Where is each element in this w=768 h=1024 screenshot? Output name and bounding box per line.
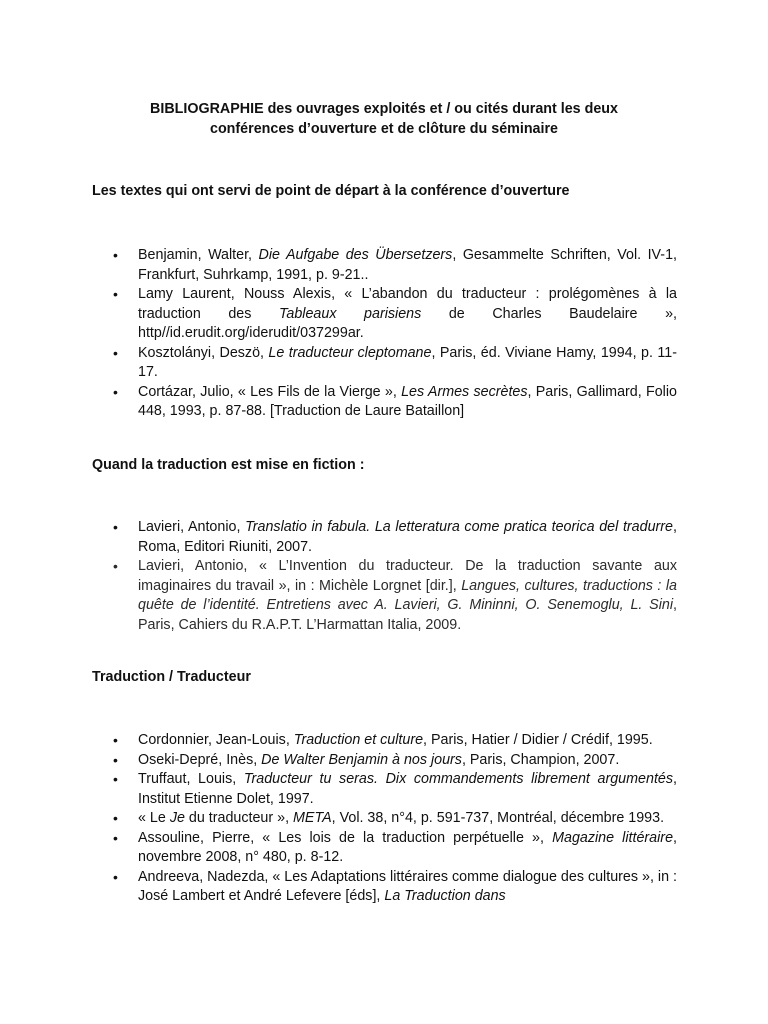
reference-item: • Andreeva, Nadezda, « Les Adaptations littéraires comme dialogue des cultures », in : José Lambert et André Lefevere [éds], La Traduction dans — [0, 868, 677, 907]
reference-item: • Cordonnier, Jean-Louis, Traduction et culture, Paris, Hatier / Didier / Crédif, 1995. — [0, 731, 677, 751]
document-title-line-2: conférences d’ouverture et de clôture du séminaire — [210, 121, 558, 137]
section-heading-translation-translator: Traduction / Traducteur — [92, 669, 251, 685]
section-heading-fiction: Quand la traduction est mise en fiction : — [92, 457, 365, 473]
section-heading-opening-texts: Les textes qui ont servi de point de départ à la conférence d’ouverture — [92, 183, 570, 199]
reference-item: • Lavieri, Antonio, Translatio in fabula. La letteratura come pratica teorica del tradurre, Roma, Editori Riuniti, 2007. — [0, 518, 677, 557]
reference-item: • Truffaut, Louis, Traducteur tu seras. Dix commandements librement argumentés, Institut Etienne Dolet, 1997. — [0, 770, 677, 809]
reference-item: • Lavieri, Antonio, « L’Invention du traducteur. De la traduction savante aux imaginaires du travail », in : Michèle Lorgnet [dir.], Langues, cultures, traductions : la quête de l’identité. Entretiens avec A. Lavieri, G. Mininni, O. Senemoglu, L. Sini, Paris, Cahiers du R.A.P.T. L’Harmattan Italia, 2009. — [0, 557, 677, 635]
reference-item: • Cortázar, Julio, « Les Fils de la Vierge », Les Armes secrètes, Paris, Gallimard, Folio 448, 1993, p. 87-88. [Traduction de Laure Bataillon] — [0, 383, 677, 422]
reference-item: • Lamy Laurent, Nouss Alexis, « L’abandon du traducteur : prolégomènes à la traduction des Tableaux parisiens de Charles Baudelaire », http//id.erudit.org/iderudit/037299ar. — [0, 285, 677, 344]
document-title-line-1: BIBLIOGRAPHIE des ouvrages exploités et / ou cités durant les deux — [150, 101, 618, 117]
reference-item: • Benjamin, Walter, Die Aufgabe des Übersetzers, Gesammelte Schriften, Vol. IV-1, Frankfurt, Suhrkamp, 1991, p. 9-21.. — [0, 246, 677, 285]
reference-item: • Oseki-Depré, Inès, De Walter Benjamin à nos jours, Paris, Champion, 2007. — [0, 751, 677, 771]
reference-item: • « Le Je du traducteur », META, Vol. 38, n°4, p. 591-737, Montréal, décembre 1993. — [0, 809, 677, 829]
reference-list-translation-translator — [0, 731, 768, 907]
reference-list-fiction — [0, 518, 768, 635]
reference-item: • Assouline, Pierre, « Les lois de la traduction perpétuelle », Magazine littéraire, novembre 2008, n° 480, p. 8-12. — [0, 829, 677, 868]
reference-list-opening-texts — [0, 246, 768, 422]
reference-item: • Kosztolányi, Deszö, Le traducteur cleptomane, Paris, éd. Viviane Hamy, 1994, p. 11-17. — [0, 344, 677, 383]
